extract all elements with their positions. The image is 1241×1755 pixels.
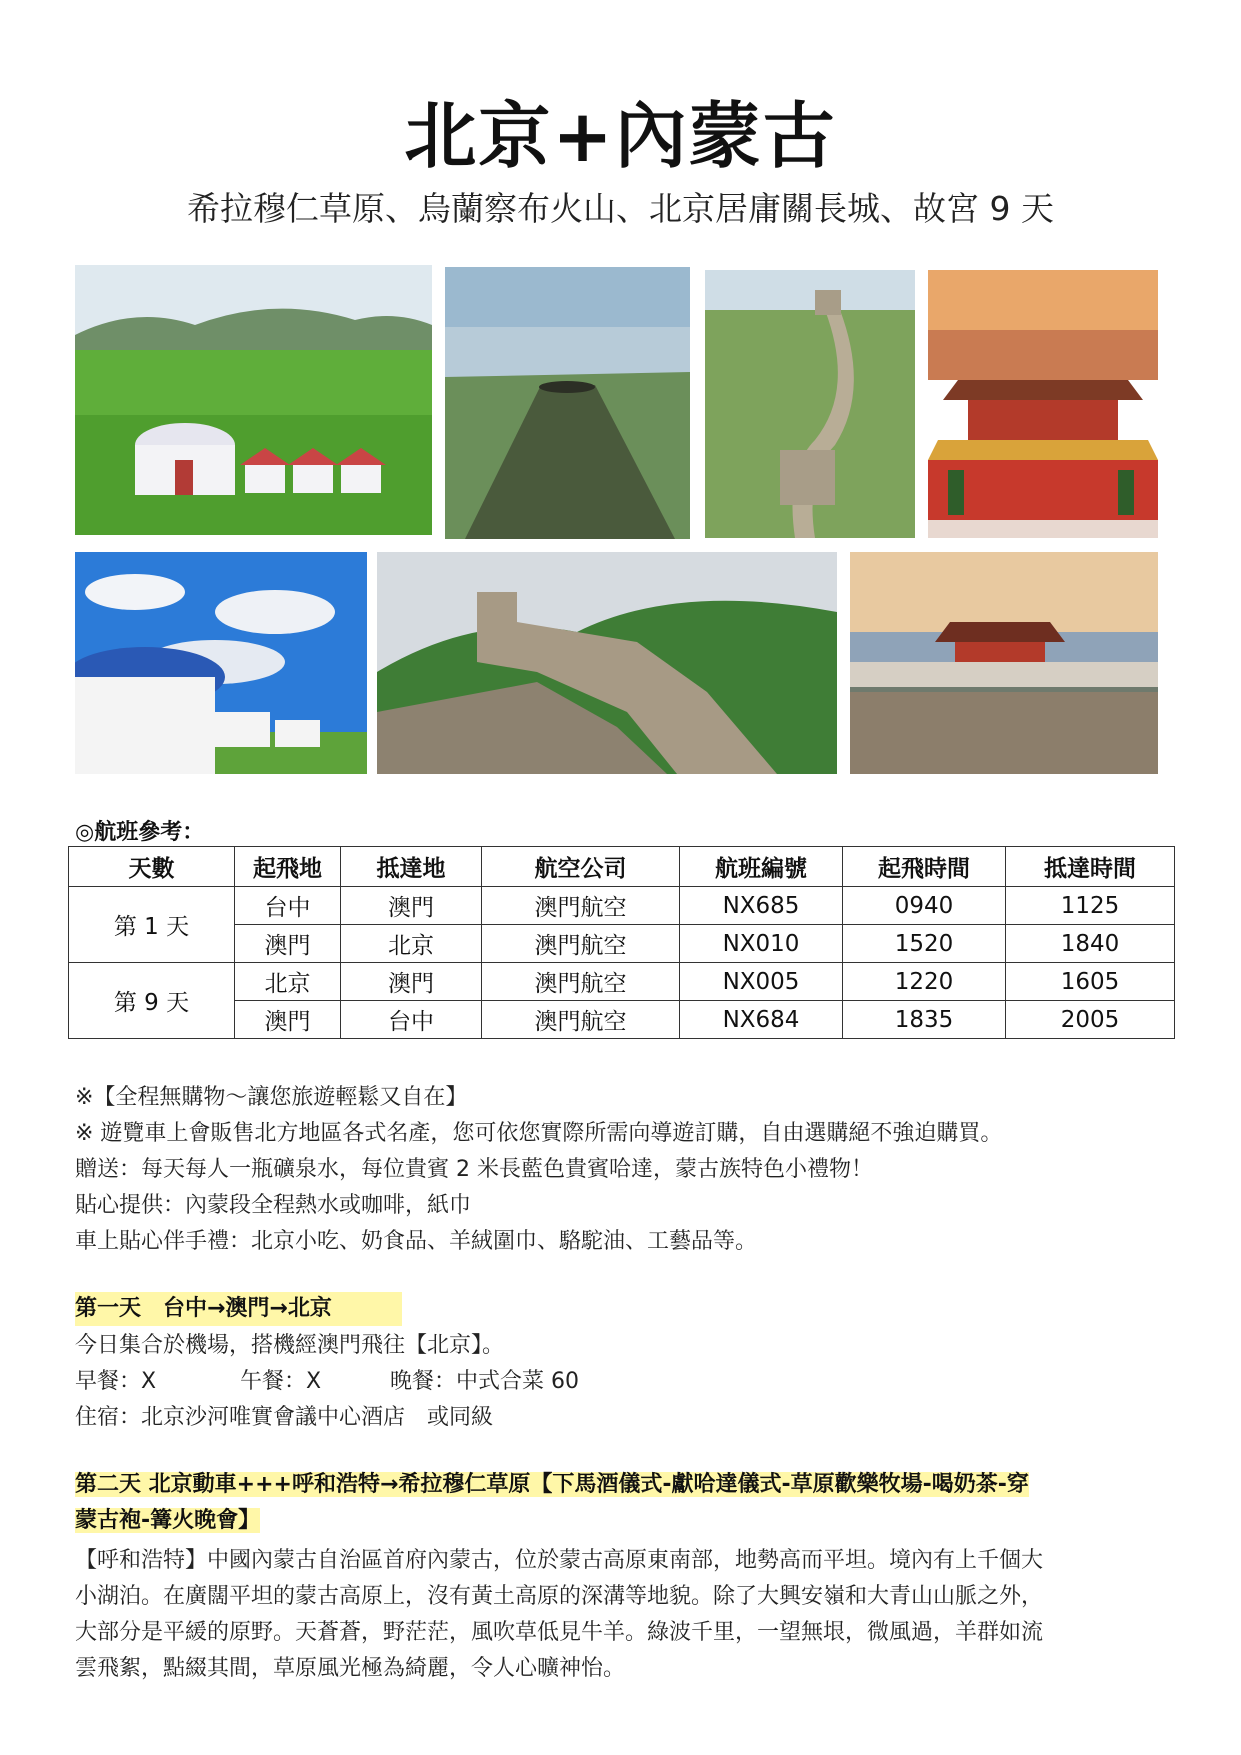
forbidden-city-photo-1	[928, 270, 1158, 538]
note-snacks: 車上貼心伴手禮：北京小吃、奶食品、羊絨圍巾、駱駝油、工藝品等。	[75, 1229, 758, 1254]
note-souvenirs: ※ 遊覽車上會販售北方地區各式名產，您可依您實際所需向導遊訂購，自由選購絕不強迫購買。	[75, 1121, 1003, 1146]
col-flight-no: 航班編號	[680, 847, 843, 887]
table-cell: 澳門	[341, 887, 482, 925]
day1-hotel: 住宿：北京沙河唯實會議中心酒店 或同級	[75, 1405, 494, 1430]
table-row	[69, 1001, 1175, 1039]
col-arrival: 抵達地	[341, 847, 482, 887]
table-cell: NX684	[680, 1001, 843, 1039]
table-cell: 1835	[843, 1001, 1006, 1039]
table-cell: 澳門航空	[482, 887, 680, 925]
table-cell: 澳門航空	[482, 925, 680, 963]
note-no-shopping: ※【全程無購物～讓您旅遊輕鬆又自在】	[75, 1085, 468, 1110]
day1-meals	[75, 1364, 579, 1400]
table-cell: NX005	[680, 963, 843, 1001]
table-cell: 1520	[843, 925, 1006, 963]
table-cell: 北京	[341, 925, 482, 963]
col-arr-time: 抵達時間	[1006, 847, 1175, 887]
yurt-sky-photo	[75, 552, 367, 774]
flight-table-header-row	[69, 847, 1175, 887]
table-cell: 台中	[341, 1001, 482, 1039]
table-cell: 澳門	[235, 925, 341, 963]
day2-body-line: 雲飛絮，點綴其間，草原風光極為綺麗，令人心曠神怡。	[75, 1656, 626, 1681]
day1-heading: 第一天 台中→澳門→北京	[75, 1292, 402, 1326]
page-subtitle: 希拉穆仁草原、烏蘭察布火山、北京居庸關長城、故宮 9 天	[187, 189, 1054, 228]
col-departure: 起飛地	[235, 847, 341, 887]
lunch-text: 午餐：X	[240, 1369, 322, 1394]
page-title: 北京+內蒙古	[404, 94, 837, 178]
day2-body-line: 【呼和浩特】中國內蒙古自治區首府內蒙古，位於蒙古高原東南部，地勢高而平坦。境內有上千個大	[75, 1548, 1044, 1573]
table-cell: NX010	[680, 925, 843, 963]
table-cell: 1220	[843, 963, 1006, 1001]
forbidden-city-moat-photo	[850, 552, 1158, 774]
day2-heading	[75, 1467, 1175, 1539]
grassland-yurts-photo	[75, 265, 432, 535]
flight-table	[68, 846, 1175, 1039]
table-cell: 北京	[235, 963, 341, 1001]
table-row	[69, 963, 1175, 1001]
table-row	[69, 887, 1175, 925]
table-cell: NX685	[680, 887, 843, 925]
day-cell: 第 1 天	[69, 887, 235, 963]
table-cell: 澳門	[235, 1001, 341, 1039]
col-day: 天數	[69, 847, 235, 887]
note-gifts: 贈送：每天每人一瓶礦泉水，每位貴賓 2 米長藍色貴賓哈達，蒙古族特色小禮物！	[75, 1157, 873, 1182]
notes-section	[75, 1080, 1175, 1260]
day2-body	[75, 1543, 1175, 1687]
day-cell: 第 9 天	[69, 963, 235, 1039]
breakfast-text: 早餐：X	[75, 1369, 157, 1394]
table-cell: 澳門	[341, 963, 482, 1001]
table-cell: 澳門航空	[482, 963, 680, 1001]
great-wall-photo-2	[377, 552, 837, 774]
day2-heading-line2: 蒙古袍-篝火晚會】	[75, 1508, 261, 1533]
day2-body-line: 大部分是平緩的原野。天蒼蒼，野茫茫，風吹草低見牛羊。綠波千里，一望無垠，微風過，羊群如流	[75, 1620, 1044, 1645]
col-dep-time: 起飛時間	[843, 847, 1006, 887]
day1-body	[75, 1328, 579, 1436]
volcano-photo	[445, 267, 690, 539]
flight-reference-label: ◎航班參考：	[75, 820, 205, 845]
table-cell: 2005	[1006, 1001, 1175, 1039]
day2-body-line: 小湖泊。在廣闊平坦的蒙古高原上，沒有黃土高原的深溝等地貌。除了大興安嶺和大青山山脈之外，	[75, 1584, 1044, 1609]
day2-heading-line1: 第二天 北京動車+++呼和浩特→希拉穆仁草原【下馬酒儀式-獻哈達儀式-草原歡樂牧場-喝奶茶-穿	[75, 1472, 1029, 1497]
col-airline: 航空公司	[482, 847, 680, 887]
day1-description: 今日集合於機場，搭機經澳門飛往【北京】。	[75, 1333, 505, 1358]
dinner-text: 晚餐：中式合菜 60	[390, 1369, 579, 1394]
table-cell: 0940	[843, 887, 1006, 925]
table-cell: 1605	[1006, 963, 1175, 1001]
table-cell: 1125	[1006, 887, 1175, 925]
table-cell: 1840	[1006, 925, 1175, 963]
great-wall-photo-1	[705, 270, 915, 538]
table-row	[69, 925, 1175, 963]
table-cell: 台中	[235, 887, 341, 925]
table-cell: 澳門航空	[482, 1001, 680, 1039]
note-service: 貼心提供：內蒙段全程熱水或咖啡，紙巾	[75, 1193, 472, 1218]
